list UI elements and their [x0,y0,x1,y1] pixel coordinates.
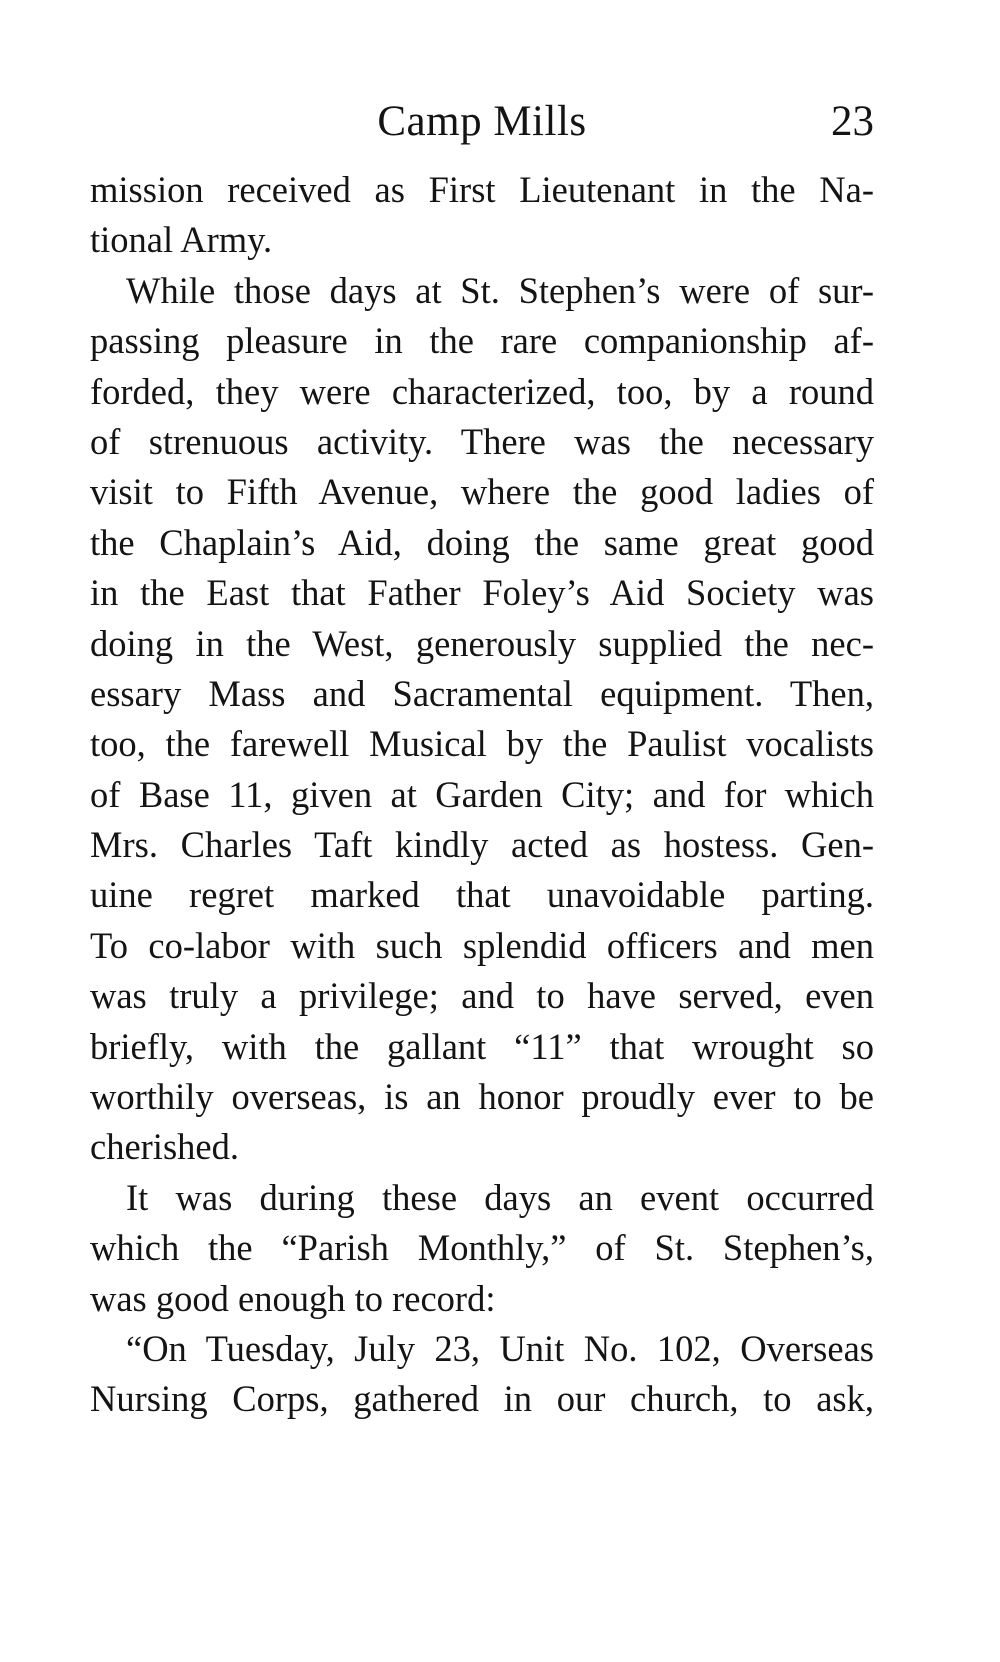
text-line: cherished. [90,1126,239,1168]
text-line: of strenuous activity. There was the necessary [90,420,874,462]
paragraph [90,1173,874,1324]
running-title: Camp Mills [377,98,587,145]
text-line: “On Tuesday, July 23, Unit No. 102, Overseas [126,1327,874,1369]
text-line: too, the farewell Musical by the Paulist vocalists [90,723,874,765]
text-line: briefly, with the gallant “11” that wrought so [90,1025,874,1067]
text-line: To co-labor with such splendid officers and men [90,924,874,966]
text-line: It was during these days an event occurred [126,1176,874,1218]
paragraph [90,1324,874,1425]
text-line: uine regret marked that unavoidable parting. [90,874,874,916]
paragraph [90,266,874,1173]
text-line: doing in the West, generously supplied the nec- [90,622,874,664]
text-line: essary Mass and Sacramental equipment. Then, [90,672,874,714]
text-line: was truly a privilege; and to have served, even [90,975,874,1017]
text-line: Nursing Corps, gathered in our church, to ask, [90,1378,874,1420]
text-line: was good enough to record: [90,1277,496,1319]
text-line: the Chaplain’s Aid, doing the same great good [90,521,874,563]
text-line: Mrs. Charles Taft kindly acted as hostess. Gen- [90,824,874,866]
page-number: 23 [831,98,874,145]
body-text [90,165,874,1425]
text-line: in the East that Father Foley’s Aid Society was [90,572,874,614]
text-line: worthily overseas, is an honor proudly ever to be [90,1076,874,1118]
text-line: visit to Fifth Avenue, where the good ladies of [90,471,874,513]
text-line: mission received as First Lieutenant in the Na- [90,169,874,210]
text-line: which the “Parish Monthly,” of St. Stephen’s, [90,1227,874,1269]
text-line: forded, they were characterized, too, by a round [90,370,874,412]
text-line: of Base 11, given at Garden City; and for which [90,773,874,815]
text-line: While those days at St. Stephen’s were of sur- [126,269,874,311]
text-line: passing pleasure in the rare companionship af- [90,320,874,362]
running-head [90,92,874,152]
paragraph [90,165,874,266]
text-line: tional Army. [90,219,273,261]
